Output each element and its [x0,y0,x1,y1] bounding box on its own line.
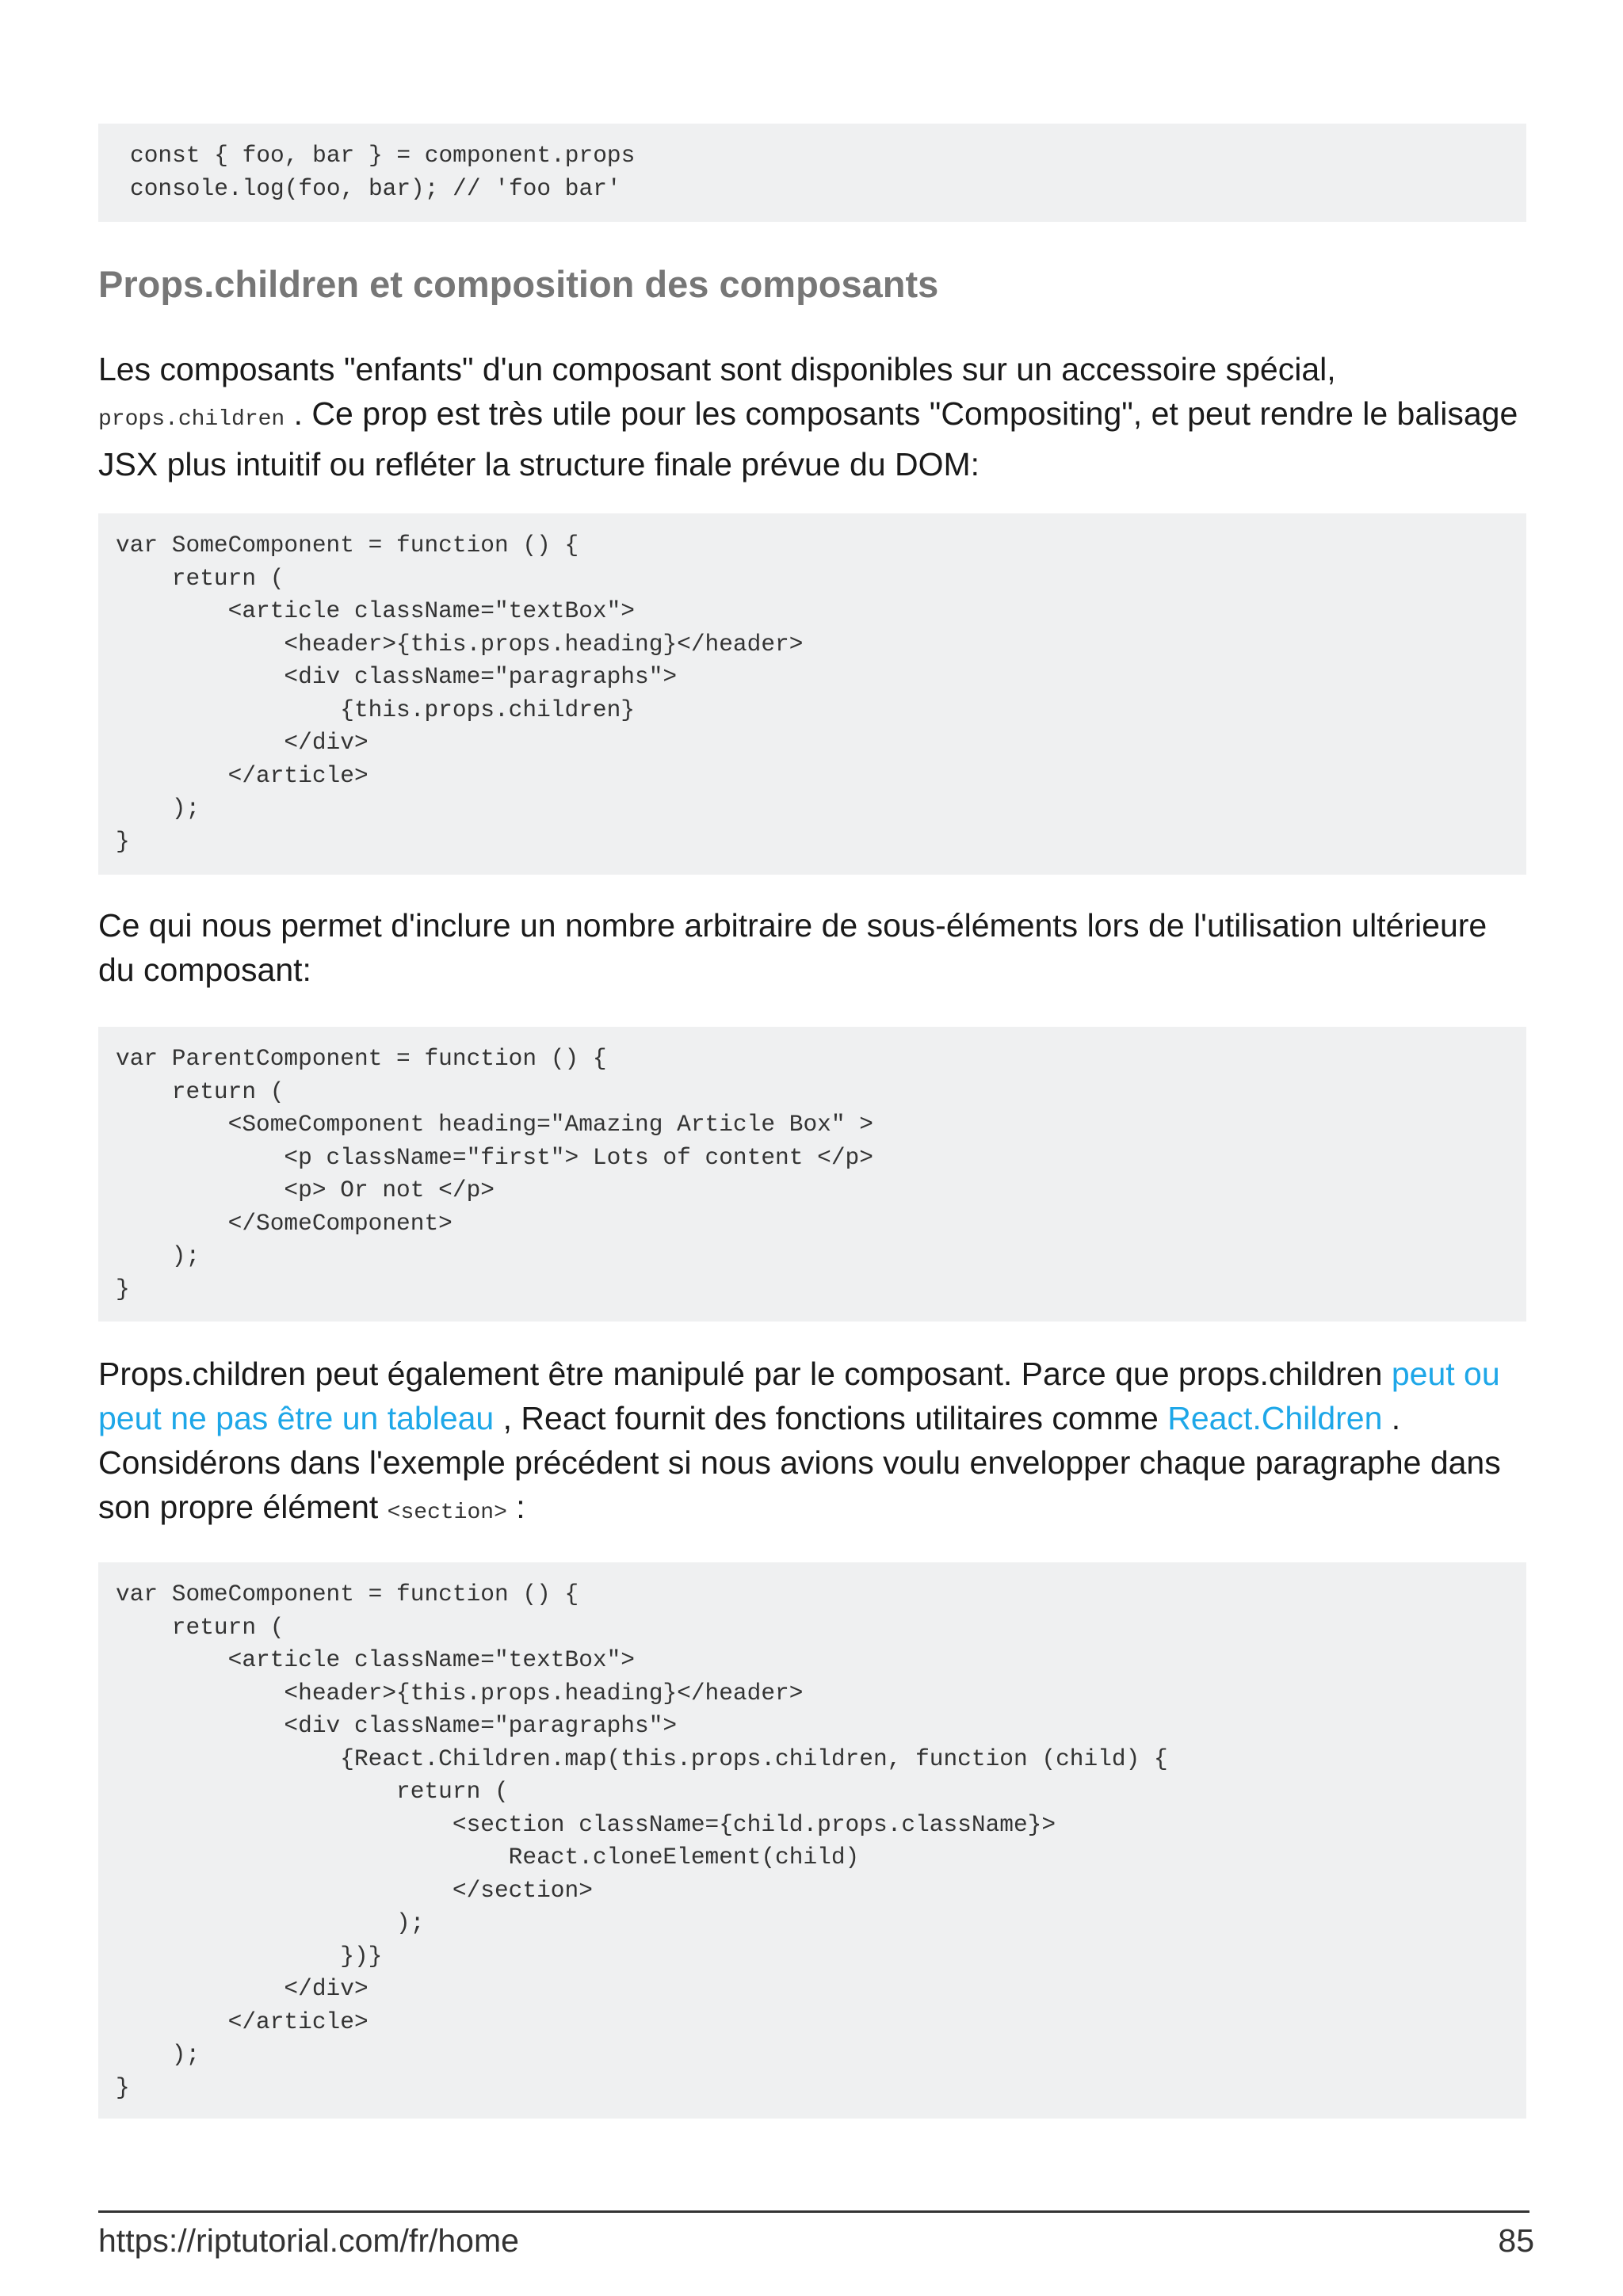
page-number: 85 [1498,2222,1534,2259]
paragraph-text: . Considérons dans l'exemple précédent si nous avions voulu envelopper chaque paragraphe dans son propre élément [98,1400,1501,1525]
paragraph-text: Props.children peut également être manipulé par le composant. Parce que props.children [98,1356,1392,1392]
inline-code: <section> [387,1501,507,1525]
code-block-some-component-mapped: var SomeComponent = function () { return ( <article className="textBox"> <header>{this.props.heading}</header> <div className="paragraphs"> {React.Children.map(this.props.children, function (child) { return ( <section className={child.props.className}> React.cloneElement(child) </section> ); })} </div> </article> ); } [98,1562,1526,2119]
paragraph-react-children [98,1352,1526,1535]
footer-url: https://riptutorial.com/fr/home [98,2222,519,2259]
section-heading: Props.children et composition des composants [98,263,939,305]
code-block-parent-component: var ParentComponent = function () { return ( <SomeComponent heading="Amazing Article Box" > <p className="first"> Lots of content </p> <p> Or not </p> </SomeComponent> ); } [98,1027,1526,1322]
paragraph-text: , React fournit des fonctions utilitaires comme [494,1400,1168,1436]
inline-code: props.children [98,407,285,432]
paragraph-children-intro [98,347,1526,486]
code-block-props-destructuring: const { foo, bar } = component.props console.log(foo, bar); // 'foo bar' [98,124,1526,222]
link-array-docs[interactable]: peut ou peut ne pas être un tableau [98,1356,1500,1436]
paragraph-text: Les composants "enfants" d'un composant sont disponibles sur un accessoire spécial, [98,351,1336,387]
paragraph-text: . Ce prop est très utile pour les composants "Compositing", et peut rendre le balisage JSX plus intuitif ou refléter la structure finale prévue du DOM: [98,395,1518,482]
link-react-children[interactable]: React.Children [1167,1400,1383,1436]
footer-divider [98,2210,1529,2213]
code-block-some-component: var SomeComponent = function () { return ( <article className="textBox"> <header>{this.props.heading}</header> <div className="paragraphs"> {this.props.children} </div> </article> ); } [98,513,1526,875]
paragraph-text: : [506,1489,525,1525]
paragraph-arbitrary-children: Ce qui nous permet d'inclure un nombre arbitraire de sous-éléments lors de l'utilisation ultérieure du composant: [98,907,1487,988]
